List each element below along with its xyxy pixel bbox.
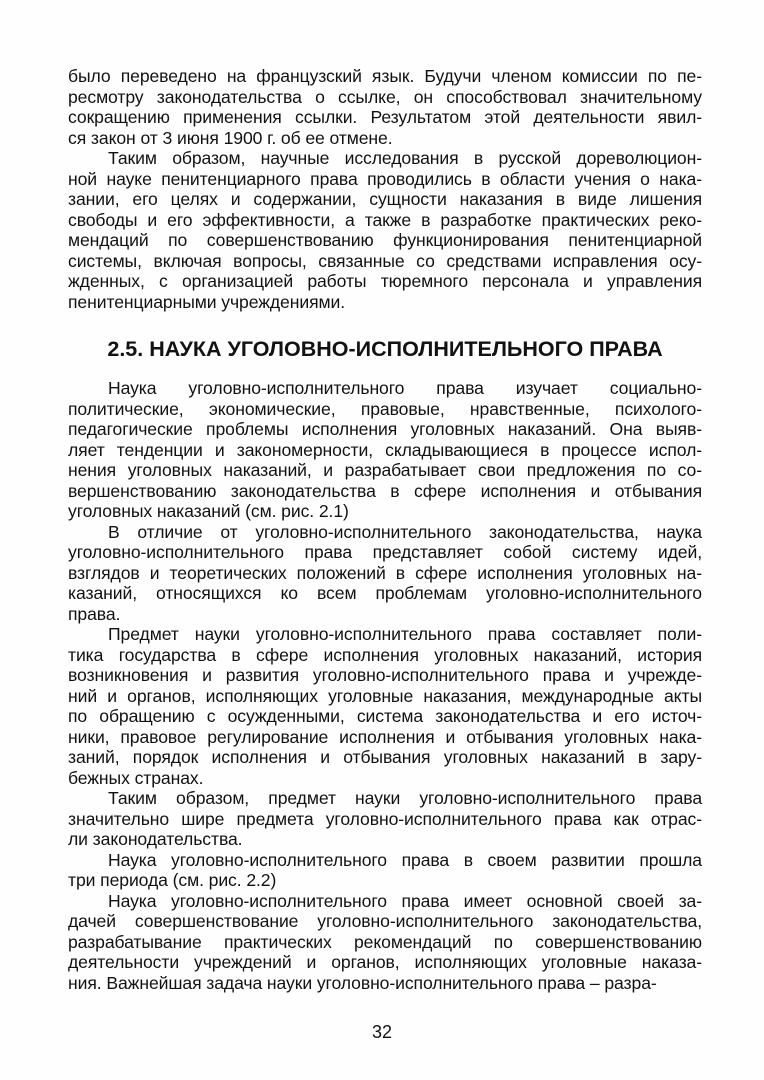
body-paragraph [68, 624, 702, 788]
text-line: свободы и его эффективности, а также в разработке практических реко- [68, 209, 702, 230]
text-line: ляет тенденции и закономерности, складывающиеся в процессе испол- [68, 439, 702, 460]
text-line: заний, порядок исполнения и отбывания уголовных наказаний в зару- [68, 747, 702, 767]
text-line: зании, его целях и содержании, сущности наказания в виде лишения [68, 189, 702, 209]
text-line: права. [68, 603, 121, 624]
text-line: ной науке пенитенциарного права проводились в области учения о нака- [68, 168, 702, 189]
text-line: уголовно-исполнительного права представляет собой систему идей, [68, 542, 702, 562]
text-line: В отличие от уголовно-исполнительного законодательства, наука [108, 521, 702, 542]
text-line: деятельности учреждений и органов, исполняющих уголовные наказа- [68, 952, 702, 972]
text-line: тика государства в сфере исполнения уголовных наказаний, история [68, 644, 702, 665]
text-line: педагогические проблемы исполнения уголовных наказаний. Она выяв- [68, 419, 702, 439]
text-line: по обращению с осужденными, система законодательства и его источ- [68, 706, 702, 726]
body-paragraph [68, 148, 702, 312]
text-line: Предмет науки уголовно-исполнительного права составляет поли- [108, 624, 702, 644]
section-heading: 2.5. НАУКА УГОЛОВНО-ИСПОЛНИТЕЛЬНОГО ПРАВА [107, 337, 663, 361]
text-line: дачей совершенствование уголовно-исполнительного законодательства, [68, 911, 702, 931]
text-column [68, 66, 702, 993]
text-line: политические, экономические, правовые, нравственные, психолого- [68, 398, 702, 419]
text-line: Наука уголовно-исполнительного права изучает социально- [108, 378, 702, 398]
text-line: разрабатывание практических рекомендаций по совершенствованию [68, 931, 702, 952]
text-line: было переведено на французский язык. Будучи членом комиссии по пе- [68, 66, 702, 86]
text-line: ний и органов, исполняющих уголовные наказания, международные акты [68, 685, 702, 706]
text-line: мендаций по совершенствованию функционирования пенитенциарной [68, 230, 702, 250]
text-line: ресмотру законодательства о ссылке, он способствовал значительному [68, 86, 702, 107]
text-line: возникновения и развития уголовно-исполнительного права и учрежде- [68, 665, 702, 685]
page-number: 32 [371, 1022, 393, 1042]
text-line: казаний, относящихся ко всем проблемам уголовно-исполнительного [68, 583, 702, 603]
body-paragraph [68, 891, 702, 994]
body-paragraph [68, 788, 702, 850]
text-line: бежных странах. [68, 767, 204, 788]
text-line: нения уголовных наказаний, и разрабатывает свои предложения по со- [68, 460, 702, 480]
text-line: ники, правовое регулирование исполнения и отбывания уголовных нака- [68, 726, 702, 747]
text-line: три периода (см. рис. 2.2) [68, 870, 277, 890]
body-paragraph [68, 66, 702, 148]
text-line: значительно шире предмета уголовно-исполнительного права как отрас- [68, 808, 702, 829]
text-line: пенитенциарными учреждениями. [68, 291, 346, 312]
text-line: ли законодательства. [68, 829, 243, 849]
text-line: Наука уголовно-исполнительного права имеет основной своей за- [108, 890, 702, 911]
text-line: Таким образом, научные исследования в русской дореволюцион- [108, 148, 702, 168]
body-paragraph [68, 522, 702, 625]
text-line: сокращению применения ссылки. Результатом этой деятельности явил- [68, 107, 702, 127]
text-line: жденных, с организацией работы тюремного персонала и управления [68, 271, 702, 291]
text-line: уголовных наказаний (см. рис. 2.1) [68, 501, 349, 521]
text-line: Наука уголовно-исполнительного права в своем развитии прошла [108, 849, 702, 870]
text-line: ния. Важнейшая задача науки уголовно-исполнительного права – разра- [68, 972, 657, 993]
text-line: Таким образом, предмет науки уголовно-исполнительного права [108, 788, 702, 808]
text-line: ся закон от 3 июня 1900 г. об ее отмене. [68, 127, 393, 148]
text-line: взглядов и теоретических положений в сфере исполнения уголовных на- [68, 562, 702, 583]
body-paragraph [68, 378, 702, 522]
body-paragraph [68, 850, 702, 891]
text-line: системы, включая вопросы, связанные со средствами исправления осу- [68, 250, 702, 271]
text-line: вершенствованию законодательства в сфере исполнения и отбывания [68, 480, 702, 501]
